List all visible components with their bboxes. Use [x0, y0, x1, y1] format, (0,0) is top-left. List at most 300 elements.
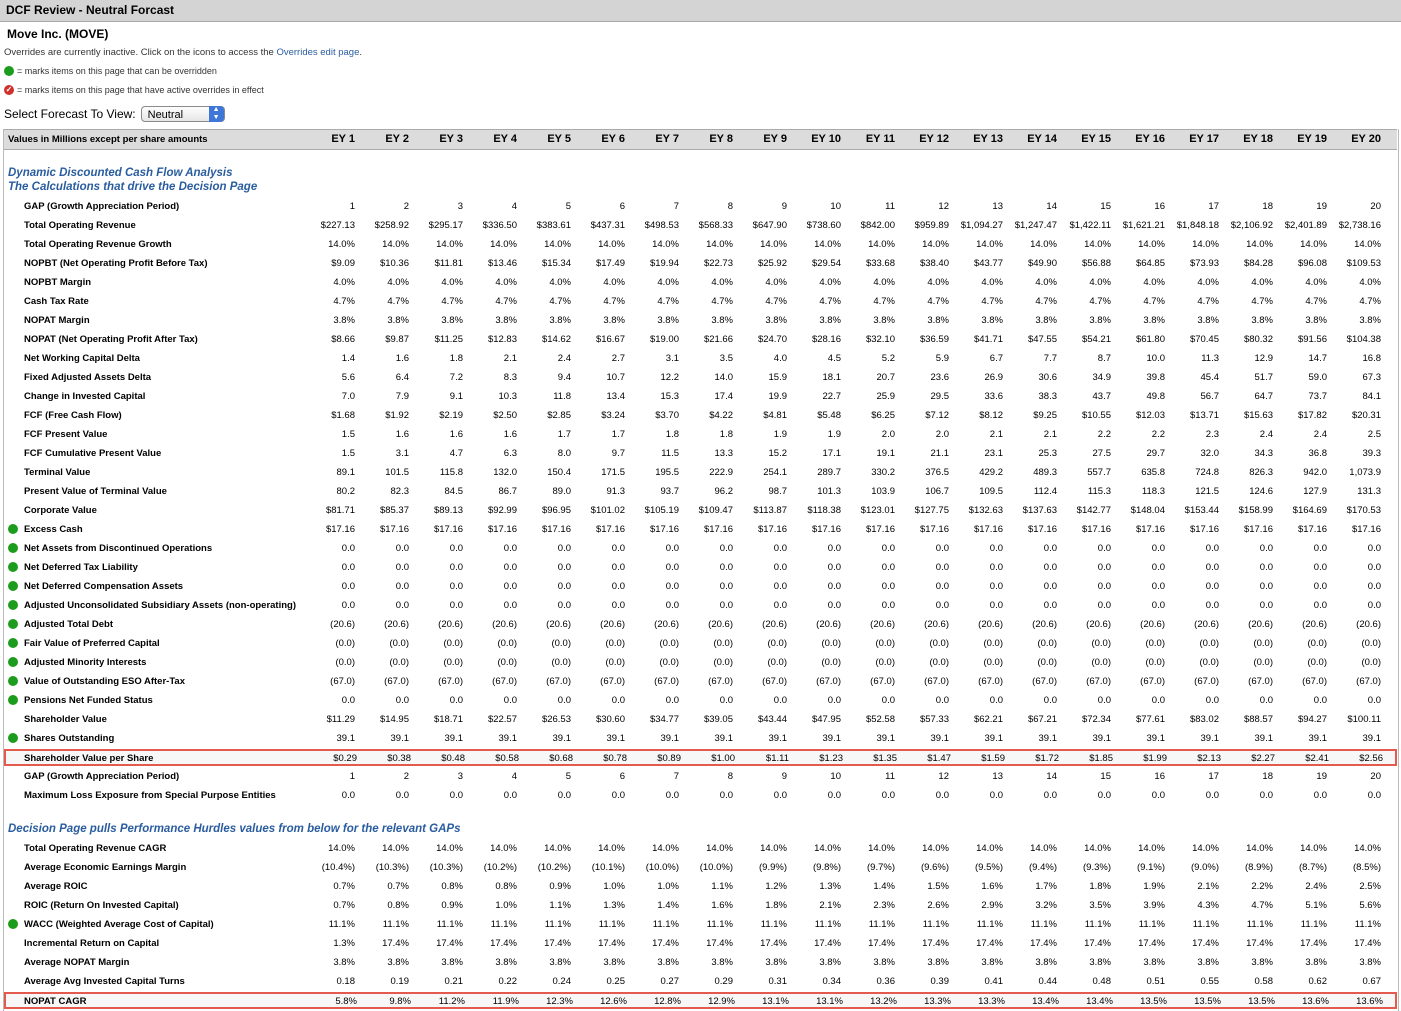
table-cell: 15 [1100, 771, 1111, 782]
override-dot-icon[interactable] [8, 581, 18, 591]
table-cell: 0.0 [1367, 562, 1381, 573]
table-cell: $1.23 [819, 753, 843, 764]
forecast-select[interactable] [141, 106, 225, 122]
table-cell: 1.2% [765, 881, 787, 892]
table-cell: 4.0% [1143, 277, 1165, 288]
table-row [4, 349, 1397, 368]
table-cell: 4.0% [981, 277, 1003, 288]
table-cell: 39.1 [930, 733, 949, 744]
column-header: EY 17 [1189, 133, 1219, 145]
table-cell: (10.0%) [645, 862, 679, 873]
table-cell: 11.1% [814, 919, 841, 930]
table-cell: $4.22 [709, 410, 733, 421]
table-cell: $2,106.92 [1230, 220, 1273, 231]
table-cell: 17.4% [1354, 938, 1381, 949]
table-cell: 39.1 [1038, 733, 1057, 744]
table-cell: (67.0) [870, 676, 895, 687]
table-cell: (9.4%) [1029, 862, 1057, 873]
table-row [4, 425, 1397, 444]
table-cell: (0.0) [1199, 638, 1219, 649]
overrides-notice [4, 47, 362, 58]
table-cell: 0.0 [341, 790, 355, 801]
table-cell: 3.8% [1359, 957, 1381, 968]
table-cell: 3.8% [765, 957, 787, 968]
override-dot-icon[interactable] [8, 919, 18, 929]
table-cell: 13.5% [1248, 996, 1275, 1007]
column-header: EY 3 [439, 133, 463, 145]
table-row [4, 273, 1397, 292]
table-cell: 0.39 [930, 976, 949, 987]
table-row [4, 387, 1397, 406]
table-cell: $36.59 [919, 334, 949, 345]
table-cell: 3 [457, 771, 463, 782]
table-cell: 0.0 [1367, 790, 1381, 801]
table-cell: 0.9% [549, 881, 571, 892]
table-cell: $16.67 [595, 334, 625, 345]
table-cell: 3.9% [1143, 900, 1165, 911]
table-row [4, 972, 1397, 991]
table-cell: 0.0 [719, 600, 733, 611]
table-cell: 0.0 [1313, 581, 1327, 592]
table-cell: $70.45 [1189, 334, 1219, 345]
table-cell: 0.0 [503, 562, 517, 573]
table-cell: 4.0% [819, 277, 841, 288]
table-cell: 0.0 [773, 562, 787, 573]
table-cell: 0.8% [495, 881, 517, 892]
table-cell: 0.0 [1259, 695, 1273, 706]
table-cell: 2.9% [981, 900, 1003, 911]
table-cell: 11.1% [652, 919, 679, 930]
table-cell: 11 [885, 201, 895, 212]
table-cell: 0.0 [773, 790, 787, 801]
table-row [4, 330, 1397, 349]
table-cell: 5.6 [341, 372, 355, 383]
table-cell: $227.13 [320, 220, 355, 231]
table-cell: $1.35 [873, 753, 897, 764]
table-cell: $2.85 [547, 410, 571, 421]
table-cell: 14.0% [706, 843, 733, 854]
table-cell: 14.0% [1246, 843, 1273, 854]
table-cell: 0.0 [1151, 581, 1165, 592]
override-dot-icon[interactable] [8, 733, 18, 743]
table-cell: (0.0) [713, 657, 733, 668]
table-cell: 39.1 [822, 733, 841, 744]
table-cell: 27.5 [1092, 448, 1111, 459]
table-cell: 17.4% [1300, 938, 1327, 949]
column-header: EY 11 [865, 133, 895, 145]
table-cell: $295.17 [428, 220, 463, 231]
table-cell: 73.7 [1308, 391, 1327, 402]
overrides-suffix: . [359, 47, 363, 58]
table-cell: (0.0) [335, 638, 355, 649]
table-cell: $1.72 [1035, 753, 1059, 764]
table-cell: $437.31 [590, 220, 625, 231]
override-dot-icon[interactable] [8, 524, 18, 534]
override-dot-icon[interactable] [8, 619, 18, 629]
table-cell: 0.8% [387, 900, 409, 911]
table-cell: (20.6) [816, 619, 841, 630]
table-cell: 6.4 [395, 372, 409, 383]
table-cell: 6.7 [989, 353, 1003, 364]
table-cell: 11.1% [922, 919, 949, 930]
table-cell: 33.6 [984, 391, 1003, 402]
table-cell: 18 [1262, 771, 1273, 782]
table-cell: 17.4% [652, 938, 679, 949]
table-cell: $94.27 [1297, 714, 1327, 725]
table-cell: 0.0 [449, 581, 463, 592]
table-cell: $84.28 [1243, 258, 1273, 269]
table-cell: 115.8 [439, 467, 463, 478]
override-dot-icon[interactable] [8, 657, 18, 667]
table-cell: (67.0) [708, 676, 733, 687]
table-cell: 1.8 [449, 353, 463, 364]
table-cell: 0.0 [1313, 695, 1327, 706]
table-cell: (0.0) [443, 657, 463, 668]
table-cell: 17.4% [382, 938, 409, 949]
table-cell: 0.0 [989, 600, 1003, 611]
table-cell: (20.6) [492, 619, 517, 630]
row-label: GAP (Growth Appreciation Period) [24, 201, 180, 212]
table-cell: 4.0% [873, 277, 895, 288]
overrides-edit-link[interactable]: Overrides edit page [276, 47, 360, 58]
table-cell: 2.4 [1313, 429, 1327, 440]
table-cell: (20.6) [1248, 619, 1273, 630]
table-cell: 101.5 [385, 467, 409, 478]
table-cell: 4.0% [765, 277, 787, 288]
row-label: Average Avg Invested Capital Turns [24, 976, 185, 987]
table-cell: $9.87 [385, 334, 409, 345]
table-cell: 0.0 [341, 543, 355, 554]
table-cell: 0.18 [336, 976, 355, 987]
table-cell: 17.1 [822, 448, 841, 459]
row-label: Terminal Value [24, 467, 91, 478]
table-cell: 0.0 [1313, 562, 1327, 573]
table-row [4, 858, 1397, 877]
table-cell: $2.27 [1251, 753, 1275, 764]
table-cell: 0.0 [1151, 543, 1165, 554]
table-cell: 17.4% [544, 938, 571, 949]
select-arrows-icon [209, 106, 224, 122]
table-cell: 11.1% [598, 919, 625, 930]
table-cell: 0.0 [989, 790, 1003, 801]
table-cell: 11.1% [328, 919, 355, 930]
table-cell: 0.0 [1259, 543, 1273, 554]
table-cell: $1.59 [981, 753, 1005, 764]
override-dot-icon[interactable] [8, 600, 18, 610]
table-cell: 11.1% [544, 919, 571, 930]
table-cell: $0.89 [657, 753, 681, 764]
table-cell: $43.44 [757, 714, 787, 725]
table-cell: 4.0% [1305, 277, 1327, 288]
table-cell: 106.7 [925, 486, 949, 497]
column-header: EY 8 [709, 133, 733, 145]
table-cell: 3.8% [1305, 957, 1327, 968]
table-cell: 3.8% [603, 315, 625, 326]
table-cell: 0.0 [827, 790, 841, 801]
table-cell: 635.8 [1141, 467, 1165, 478]
override-dot-icon[interactable] [8, 676, 18, 686]
table-cell: $12.83 [487, 334, 517, 345]
table-cell: 4.5 [827, 353, 841, 364]
table-cell: 17.4% [1192, 938, 1219, 949]
table-cell: 1.3% [333, 938, 355, 949]
table-cell: 3.8% [1035, 957, 1057, 968]
column-header: EY 13 [973, 133, 1003, 145]
row-label: Present Value of Terminal Value [24, 486, 167, 497]
table-cell: (67.0) [1086, 676, 1111, 687]
table-cell: 2.2% [1251, 881, 1273, 892]
table-cell: $8.12 [979, 410, 1003, 421]
table-cell: 51.7 [1254, 372, 1273, 383]
table-cell: (0.0) [443, 638, 463, 649]
table-cell: 1.3% [819, 881, 841, 892]
table-cell: 0.0 [1043, 600, 1057, 611]
table-cell: $22.57 [487, 714, 517, 725]
table-cell: 0.0 [665, 695, 679, 706]
table-cell: $17.16 [487, 524, 517, 535]
table-cell: 0.0 [935, 581, 949, 592]
table-cell: 38.3 [1038, 391, 1057, 402]
table-cell: 12 [938, 201, 949, 212]
table-cell: 10 [830, 771, 841, 782]
table-cell: (9.7%) [867, 862, 895, 873]
row-label: FCF (Free Cash Flow) [24, 410, 122, 421]
table-cell: 14.0% [436, 239, 463, 250]
table-cell: (67.0) [816, 676, 841, 687]
table-cell: 4.7% [765, 296, 787, 307]
override-dot-icon[interactable] [8, 543, 18, 553]
table-cell: 0.0 [1043, 581, 1057, 592]
table-cell: 13.5% [1194, 996, 1221, 1007]
table-cell: 11.1% [976, 919, 1003, 930]
table-cell: (20.6) [1086, 619, 1111, 630]
table-cell: $101.02 [590, 505, 625, 516]
table-cell: 56.7 [1200, 391, 1219, 402]
table-cell: 14.0% [1354, 239, 1381, 250]
table-cell: 7.0 [341, 391, 355, 402]
table-cell: 557.7 [1087, 467, 1111, 478]
row-label: Fixed Adjusted Assets Delta [24, 372, 152, 383]
table-cell: 0.0 [1259, 562, 1273, 573]
table-cell: 11.8 [553, 391, 571, 402]
forecast-select-value: Neutral [147, 109, 184, 121]
table-cell: 0.0 [341, 562, 355, 573]
row-label: Net Deferred Tax Liability [24, 562, 138, 573]
table-cell: 3.8% [711, 957, 733, 968]
table-cell: $105.19 [644, 505, 679, 516]
table-cell: 15.2 [768, 448, 787, 459]
table-cell: 0.0 [1259, 790, 1273, 801]
table-cell: 0.0 [719, 790, 733, 801]
table-cell: 2.5 [1367, 429, 1381, 440]
table-cell: 118.3 [1141, 486, 1165, 497]
table-cell: (67.0) [546, 676, 571, 687]
table-cell: 0.0 [341, 581, 355, 592]
table-cell: 724.8 [1195, 467, 1219, 478]
table-cell: 11 [885, 771, 895, 782]
column-header: EY 16 [1135, 133, 1165, 145]
table-cell: 2 [403, 771, 409, 782]
row-label: WACC (Weighted Average Cost of Capital) [24, 919, 214, 930]
table-cell: 8.7 [1097, 353, 1111, 364]
table-cell: 1.7% [1035, 881, 1057, 892]
table-cell: 0.0 [881, 790, 895, 801]
table-cell: 10.7 [606, 372, 625, 383]
table-cell: 3.8% [927, 957, 949, 968]
override-dot-icon[interactable] [8, 638, 18, 648]
table-cell: 0.34 [822, 976, 841, 987]
legend-green-text: = marks items on this page that can be overridden [17, 66, 217, 76]
table-cell: $104.38 [1346, 334, 1381, 345]
table-cell: 8 [727, 201, 733, 212]
table-cell: (67.0) [1302, 676, 1327, 687]
forecast-select-row [4, 106, 225, 122]
table-cell: 0.0 [881, 695, 895, 706]
table-cell: (10.4%) [321, 862, 355, 873]
table-cell: 39.1 [1092, 733, 1111, 744]
table-cell: $17.16 [1135, 524, 1165, 535]
table-cell: 14.0% [976, 843, 1003, 854]
table-cell: 0.0 [395, 790, 409, 801]
table-cell: 131.3 [1357, 486, 1381, 497]
overrides-text: Overrides are currently inactive. Click on the icons to access the [4, 47, 277, 58]
table-cell: 13.1% [762, 996, 789, 1007]
table-cell: $17.16 [1081, 524, 1111, 535]
table-cell: 14.0% [490, 843, 517, 854]
table-cell: $1,422.11 [1069, 220, 1111, 231]
override-dot-icon[interactable] [8, 695, 18, 705]
table-cell: 11.1% [382, 919, 409, 930]
table-cell: 0.0 [827, 562, 841, 573]
row-label: Maximum Loss Exposure from Special Purpose Entities [24, 790, 276, 801]
table-cell: 14.0% [922, 239, 949, 250]
row-label: Net Working Capital Delta [24, 353, 140, 364]
table-cell: 5.1% [1305, 900, 1327, 911]
table-row [4, 786, 1397, 805]
table-cell: (9.6%) [921, 862, 949, 873]
table-cell: 0.0 [989, 695, 1003, 706]
table-cell: 17.4% [1246, 938, 1273, 949]
table-cell: $1.47 [927, 753, 951, 764]
table-cell: $1.85 [1089, 753, 1113, 764]
table-cell: 17.4% [598, 938, 625, 949]
table-cell: (20.6) [924, 619, 949, 630]
table-cell: 29.5 [930, 391, 949, 402]
table-cell: 3.8% [1305, 315, 1327, 326]
table-cell: 1.4% [657, 900, 679, 911]
table-cell: 0.0 [1205, 543, 1219, 554]
table-cell: (0.0) [1145, 657, 1165, 668]
table-cell: (10.3%) [429, 862, 463, 873]
table-cell: $21.66 [703, 334, 733, 345]
table-cell: 23.1 [984, 448, 1003, 459]
table-cell: 1.0% [657, 881, 679, 892]
table-cell: 13 [992, 201, 1003, 212]
table-cell: 0.44 [1038, 976, 1057, 987]
table-cell: $17.16 [973, 524, 1003, 535]
table-row [4, 934, 1397, 953]
table-cell: (0.0) [1037, 657, 1057, 668]
table-cell: 0.0 [881, 562, 895, 573]
table-cell: 5.8% [335, 996, 357, 1007]
table-cell: 0.8% [441, 881, 463, 892]
table-cell: 0.67 [1362, 976, 1381, 987]
table-cell: $3.24 [601, 410, 625, 421]
table-cell: 0.0 [881, 543, 895, 554]
table-cell: $85.37 [379, 505, 409, 516]
table-cell: $17.82 [1297, 410, 1327, 421]
table-cell: 11.3 [1201, 353, 1219, 364]
table-cell: 3.8% [765, 315, 787, 326]
row-label: Adjusted Total Debt [24, 619, 114, 630]
table-cell: $109.47 [698, 505, 733, 516]
table-cell: 1.6 [449, 429, 463, 440]
table-cell: 39.1 [768, 733, 787, 744]
table-row [4, 729, 1397, 748]
table-cell: (67.0) [492, 676, 517, 687]
table-cell: $9.09 [331, 258, 355, 269]
table-cell: 0.0 [665, 790, 679, 801]
table-cell: 0.0 [1151, 600, 1165, 611]
table-cell: 3.8% [495, 957, 517, 968]
table-cell: 14.7 [1308, 353, 1327, 364]
table-row [4, 691, 1397, 710]
table-cell: 4.7% [927, 296, 949, 307]
table-cell: 826.3 [1249, 467, 1273, 478]
table-cell: 3.8% [441, 315, 463, 326]
row-label: Fair Value of Preferred Capital [24, 638, 160, 649]
table-cell: $647.90 [752, 220, 787, 231]
table-cell: 222.9 [709, 467, 733, 478]
table-cell: 82.3 [390, 486, 409, 497]
up-arrow-icon: ▲ [212, 106, 220, 113]
table-cell: 17.4% [976, 938, 1003, 949]
table-cell: 17.4% [1084, 938, 1111, 949]
table-cell: 98.7 [768, 486, 787, 497]
table-cell: $17.16 [703, 524, 733, 535]
table-cell: 26.9 [984, 372, 1003, 383]
table-cell: (67.0) [384, 676, 409, 687]
table-cell: 195.5 [655, 467, 679, 478]
table-cell: $1,848.18 [1176, 220, 1219, 231]
table-cell: (0.0) [767, 657, 787, 668]
table-cell: 14.0% [1246, 239, 1273, 250]
row-label: ROIC (Return On Invested Capital) [24, 900, 179, 911]
table-cell: 0.55 [1200, 976, 1219, 987]
row-label: Shares Outstanding [24, 733, 115, 744]
table-cell: 25.3 [1038, 448, 1057, 459]
row-label: NOPAT (Net Operating Profit After Tax) [24, 334, 198, 345]
table-cell: 4.0% [549, 277, 571, 288]
table-cell: 1.6 [395, 353, 409, 364]
table-cell: 0.0 [719, 695, 733, 706]
row-label: FCF Cumulative Present Value [24, 448, 162, 459]
table-cell: 17.4% [436, 938, 463, 949]
table-cell: 2.1% [1197, 881, 1219, 892]
table-cell: (20.6) [978, 619, 1003, 630]
table-cell: 14.0% [1138, 843, 1165, 854]
table-cell: 14.0% [544, 239, 571, 250]
table-cell: $10.55 [1081, 410, 1111, 421]
table-cell: 84.1 [1362, 391, 1381, 402]
table-cell: 22.7 [822, 391, 841, 402]
table-cell: 3.8% [711, 315, 733, 326]
table-cell: 0.0 [1151, 695, 1165, 706]
section-title-dcf-a: Dynamic Discounted Cash Flow Analysis [8, 167, 233, 179]
table-cell: 14.0% [814, 239, 841, 250]
table-cell: 0.58 [1254, 976, 1273, 987]
override-dot-icon[interactable] [8, 562, 18, 572]
